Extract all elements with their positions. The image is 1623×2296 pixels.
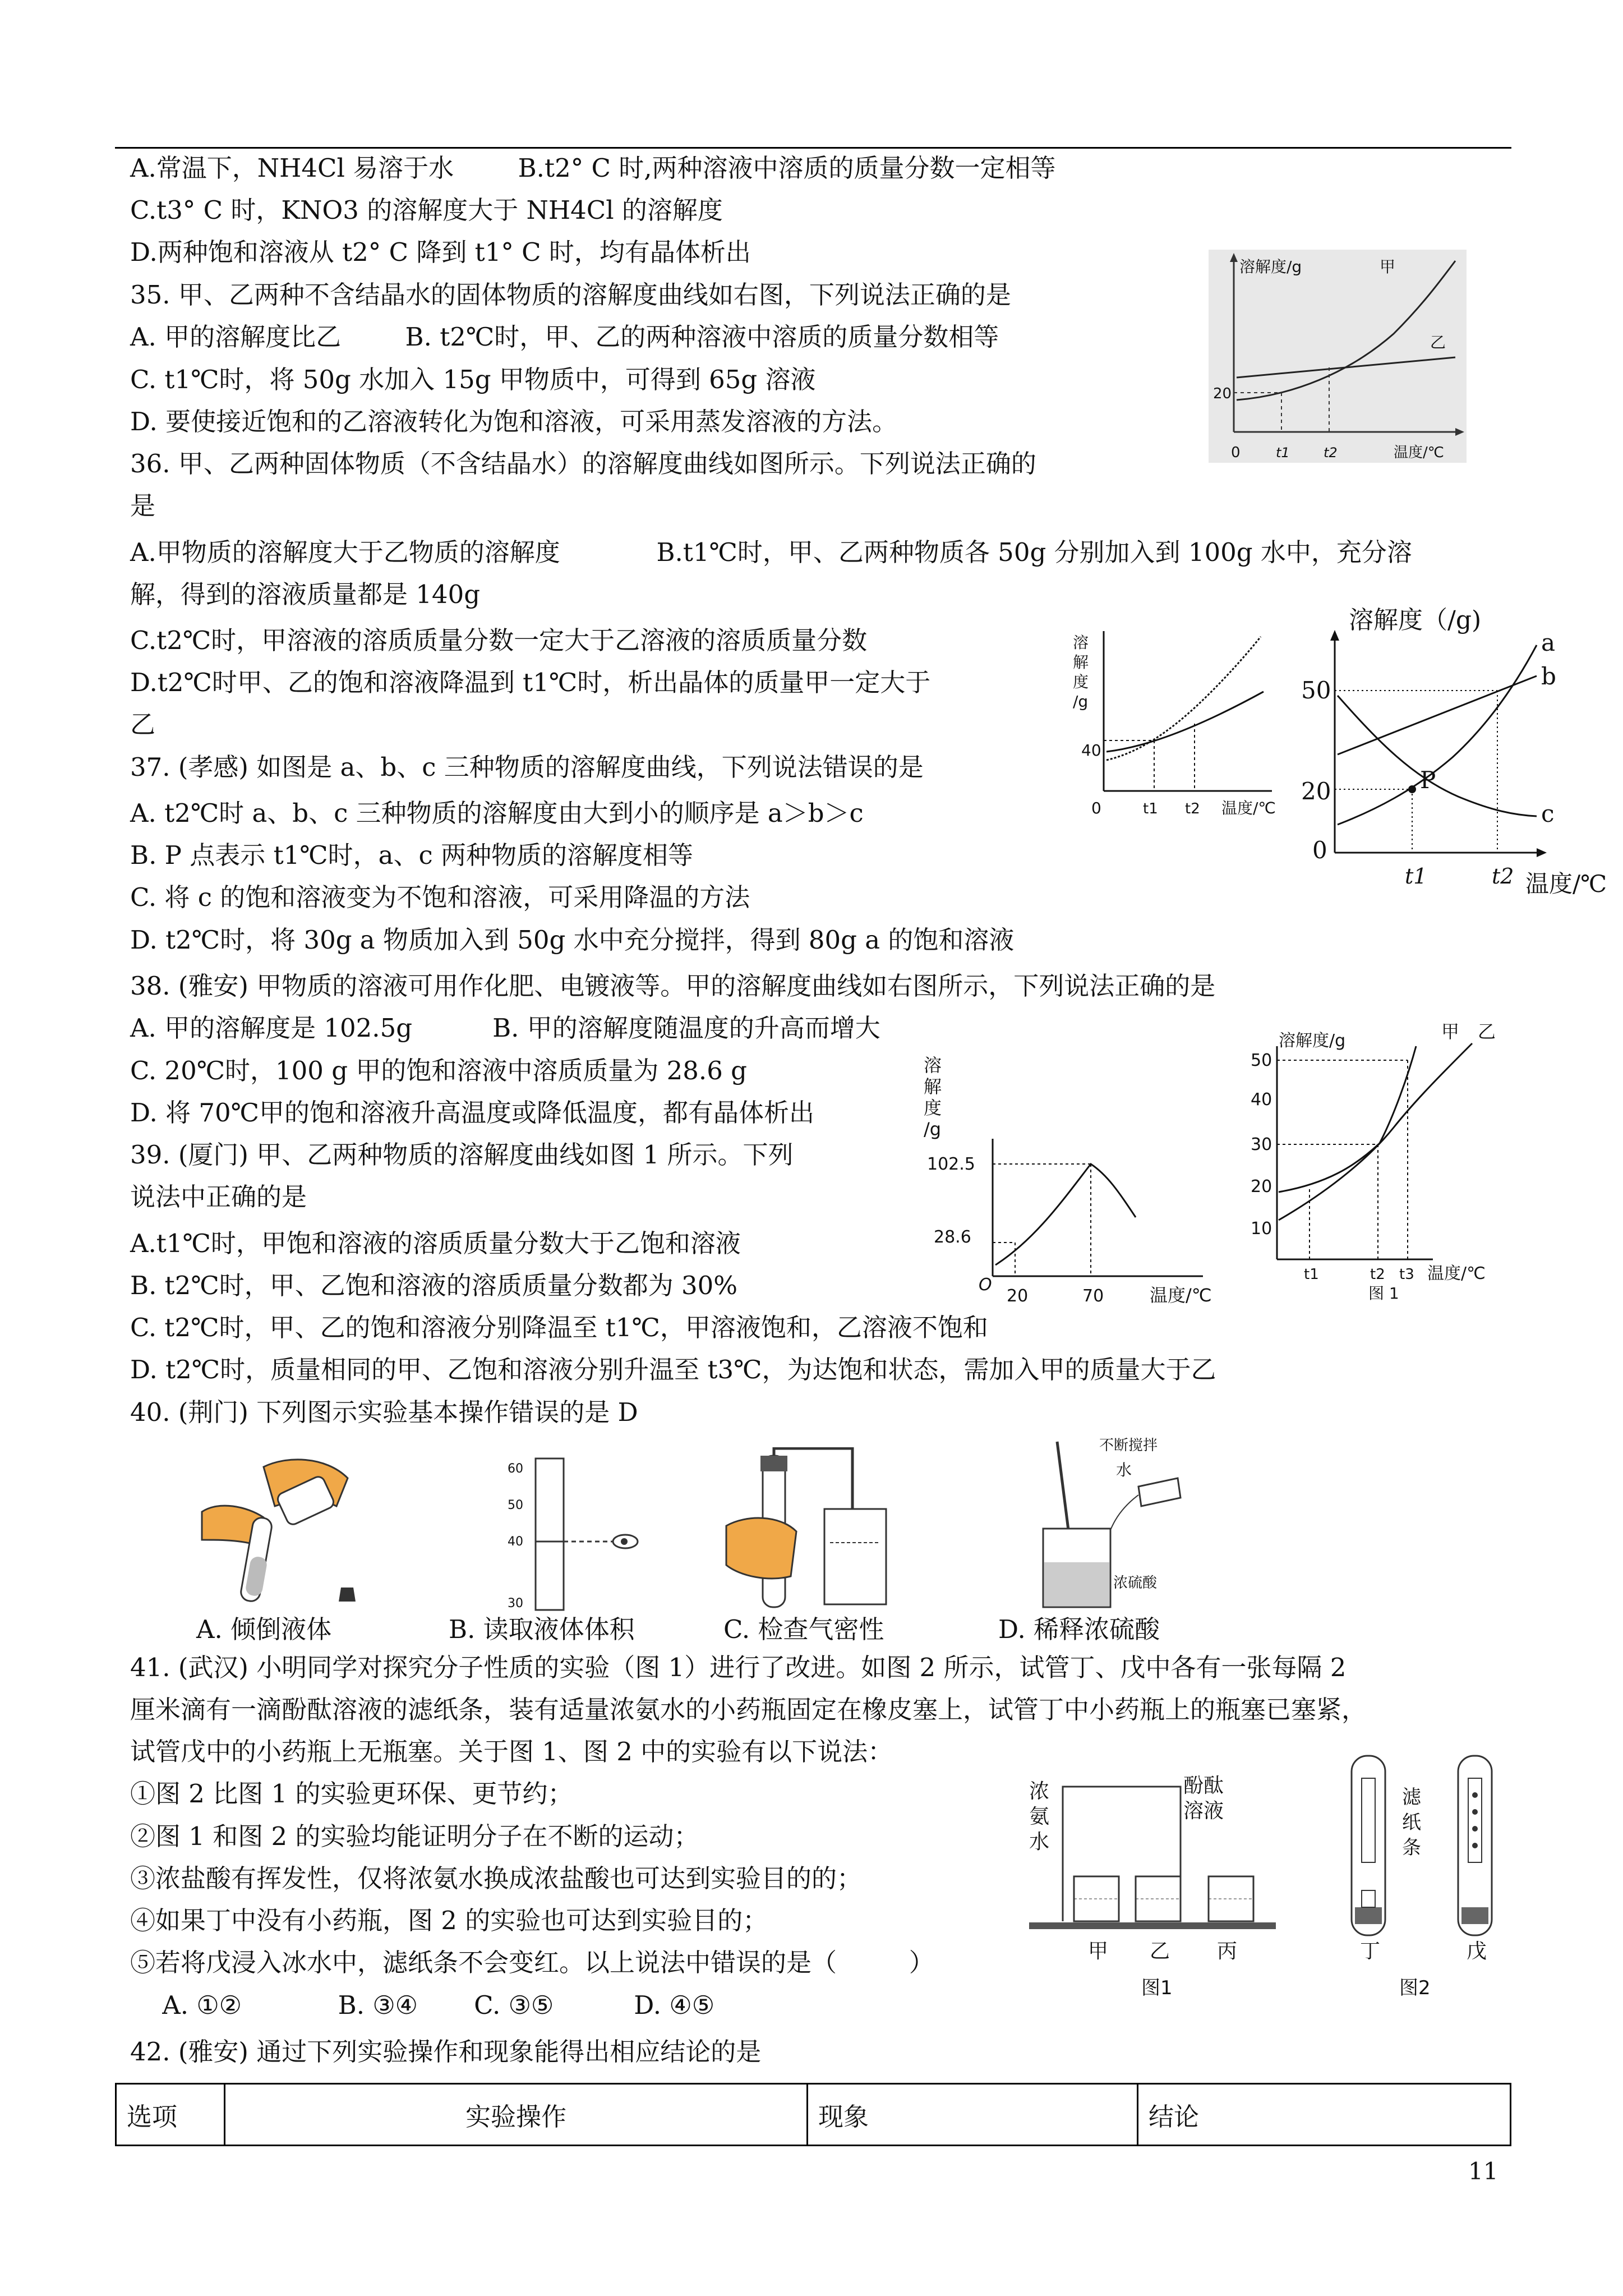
q39-caption: 图 1 <box>1368 1284 1399 1301</box>
q35-xtick-0: 0 <box>1231 444 1241 461</box>
q42-table <box>115 2083 1511 2146</box>
ammonia-label-3: 水 <box>1029 1830 1050 1853</box>
q40-caption-d: D. 稀释浓硫酸 <box>998 1614 1160 1644</box>
q36-xtick-t2: t2 <box>1185 800 1200 817</box>
q41-stem-cont2: 试管戊中的小药瓶上无瓶塞。关于图 1、图 2 中的实验有以下说法： <box>130 1737 893 1766</box>
q42-stem: 42. (雅安) 通过下列实验操作和现象能得出相应结论的是 <box>130 2037 762 2067</box>
q39-curve-yi <box>1279 1043 1472 1220</box>
header-rule <box>115 147 1511 149</box>
q37-option-b: B. P 点表示 t1℃时，a、c 两种物质的溶解度相等 <box>130 840 693 870</box>
q37-label-a: a <box>1541 629 1556 656</box>
q39-xlabel: 温度/℃ <box>1427 1264 1486 1283</box>
q36-stem: 36. 甲、乙两种固体物质（不含结晶水）的溶解度曲线如图所示。下列说法正确的 <box>130 449 1036 478</box>
cylinder-tick-50: 50 <box>508 1498 523 1512</box>
q36-ylabel-4: /g <box>1073 692 1089 711</box>
q40-caption-b: B. 读取液体体积 <box>449 1614 635 1644</box>
q37-ylabel: 溶解度（/g) <box>1349 606 1482 634</box>
cylinder-tick-60: 60 <box>508 1462 523 1476</box>
q35-ylabel: 溶解度/g <box>1239 257 1302 276</box>
q35-ytick: 20 <box>1213 385 1232 402</box>
q38-ylabel-2: 解 <box>924 1076 942 1097</box>
phenol-label-1: 酚酞 <box>1183 1774 1224 1797</box>
q37-point-p <box>1408 785 1416 793</box>
tube-ding-label: 丁 <box>1360 1940 1381 1963</box>
paper-label-3: 条 <box>1402 1837 1421 1859</box>
q39-ytick-10: 10 <box>1251 1219 1272 1239</box>
q35-stem: 35. 甲、乙两种不含结晶水的固体物质的溶解度曲线如右图，下列说法正确的是 <box>130 280 1011 310</box>
q38-curve <box>995 1164 1136 1265</box>
q34-option-c: C.t3° C 时，KNO3 的溶解度大于 NH4Cl 的溶解度 <box>130 195 723 225</box>
q38-option-c: C. 20℃时，100 g 甲的饱和溶液中溶质质量为 28.6 g <box>130 1056 747 1085</box>
q39-ytick-30: 30 <box>1251 1135 1272 1154</box>
q40-caption-c: C. 检查气密性 <box>723 1614 884 1644</box>
beaker-yi-label: 乙 <box>1150 1940 1170 1963</box>
page-number: 11 <box>1468 2157 1498 2185</box>
q41-stem-cont1: 厘米滴有一滴酚酞溶液的滤纸条，装有适量浓氨水的小药瓶固定在橡皮塞上，试管丁中小药瓶上的瓶塞已塞紧， <box>130 1695 1367 1724</box>
q38-stem: 38. (雅安) 甲物质的溶液可用作化肥、电镀液等。甲的溶解度曲线如右图所示，下列说法正确的是 <box>130 971 1216 1001</box>
q39-ytick-20: 20 <box>1251 1177 1272 1197</box>
q38-option-ab: A. 甲的溶解度是 102.5g B. 甲的溶解度随温度的升高而增大 <box>130 1013 880 1043</box>
q37-xtick-t1: t1 <box>1405 864 1427 889</box>
q39-xtick-t3: t3 <box>1399 1266 1414 1283</box>
q41-options: A. ①② B. ③④ C. ③⑤ D. ④⑤ <box>130 1990 715 2020</box>
q39-ylabel: 溶解度/g <box>1279 1031 1346 1051</box>
q38-ylabel-1: 溶 <box>924 1055 942 1076</box>
q36-ytick-40: 40 <box>1081 741 1101 760</box>
q41-stem: 41. (武汉) 小明同学对探究分子性质的实验（图 1）进行了改进。如图 2 所示，试管丁、戊中各有一张每隔 2 <box>130 1653 1347 1682</box>
q35-option-d: D. 要使接近饱和的乙溶液转化为饱和溶液，可采用蒸发溶液的方法。 <box>130 407 898 436</box>
q37-point-label: P <box>1420 766 1436 794</box>
q39-ytick-40: 40 <box>1251 1090 1272 1110</box>
q37-option-d: D. t2℃时，将 30g a 物质加入到 50g 水中充分搅拌，得到 80g a 的饱和溶液 <box>130 925 1015 955</box>
ammonia-label-2: 氨 <box>1029 1805 1050 1828</box>
stir-label: 不断搅拌 <box>1099 1437 1158 1454</box>
q41-statement-1: ①图 2 比图 1 的实验更环保、更节约； <box>130 1779 573 1809</box>
q36-ylabel-2: 解 <box>1073 653 1089 671</box>
table-header-operation: 实验操作 <box>225 2084 808 2146</box>
q39-solubility-chart <box>1248 1021 1539 1301</box>
q38-option-d: D. 将 70℃甲的饱和溶液升高温度或降低温度，都有晶体析出 <box>130 1098 814 1128</box>
q41-figure-1 <box>1018 1764 1332 2011</box>
q38-ylabel-3: 度 <box>924 1097 942 1119</box>
q41-statement-2: ②图 1 和图 2 的实验均能证明分子在不断的运动； <box>130 1821 699 1851</box>
q37-stem: 37. (孝感) 如图是 a、b、c 三种物质的溶解度曲线，下列说法错误的是 <box>130 752 924 782</box>
q37-label-c: c <box>1541 800 1555 827</box>
q36-xtick-0: 0 <box>1091 799 1101 817</box>
q37-ytick-50: 50 <box>1301 677 1331 704</box>
q39-label-yi: 乙 <box>1478 1021 1496 1042</box>
q35-label-jia: 甲 <box>1380 257 1396 276</box>
q39-option-c: C. t2℃时，甲、乙的饱和溶液分别降温至 t1℃，甲溶液饱和，乙溶液不饱和 <box>130 1313 988 1342</box>
q39-option-a: A.t1℃时，甲饱和溶液的溶质质量分数大于乙饱和溶液 <box>130 1228 741 1258</box>
graduated-cylinder-illustration <box>505 1453 645 1616</box>
q39-stem: 39. (厦门) 甲、乙两种物质的溶解度曲线如图 1 所示。下列 <box>130 1140 794 1170</box>
ammonia-label-1: 浓 <box>1029 1780 1050 1803</box>
q36-option-c: C.t2℃时，甲溶液的溶质质量分数一定大于乙溶液的溶质质量分数 <box>130 625 868 655</box>
q37-label-b: b <box>1541 662 1556 690</box>
q38-ytick-28: 28.6 <box>934 1227 971 1247</box>
q35-label-yi: 乙 <box>1430 333 1446 352</box>
q38-solubility-chart <box>923 1055 1242 1313</box>
pour-liquid-illustration <box>196 1444 381 1613</box>
q38-xtick-20: 20 <box>1007 1286 1029 1306</box>
q36-curve-b <box>1106 692 1264 752</box>
airtightness-check-illustration <box>723 1447 937 1616</box>
fig41-caption-2: 图2 <box>1399 1977 1431 1999</box>
q38-origin: O <box>979 1275 992 1295</box>
q39-xtick-t2: t2 <box>1370 1266 1385 1283</box>
q37-curve-b <box>1338 676 1537 754</box>
q39-stem-cont: 说法中正确的是 <box>130 1182 307 1212</box>
q37-xlabel: 温度/℃ <box>1525 870 1607 895</box>
q37-ytick-0: 0 <box>1312 836 1327 864</box>
q39-option-d: D. t2℃时，质量相同的甲、乙饱和溶液分别升温至 t3℃，为达饱和状态，需加入甲的质量大于乙 <box>130 1355 1216 1384</box>
q37-xtick-t2: t2 <box>1492 864 1514 889</box>
table-header-conclusion: 结论 <box>1138 2084 1511 2146</box>
q36-xtick-t1: t1 <box>1143 800 1158 817</box>
cylinder-tick-40: 40 <box>508 1535 523 1549</box>
q36-option-ab: A.甲物质的溶解度大于乙物质的溶解度 B.t1℃时，甲、乙两种物质各 50g 分别加入到 100g 水中，充分溶 <box>130 537 1412 567</box>
q41-statement-5: ⑤若将戊浸入冰水中，滤纸条不会变红。以上说法中错误的是（ ） <box>130 1948 934 1977</box>
q39-option-b: B. t2℃时，甲、乙饱和溶液的溶质质量分数都为 30% <box>130 1271 738 1300</box>
q36-ylabel-1: 溶 <box>1073 633 1089 652</box>
fig41-caption-1: 图1 <box>1141 1977 1173 1999</box>
acid-label: 浓硫酸 <box>1113 1575 1158 1591</box>
q41-figure-2 <box>1335 1750 1520 2014</box>
q36-solubility-chart <box>1070 625 1294 825</box>
q37-curve-c <box>1338 696 1537 816</box>
q36-option-d: D.t2℃时甲、乙的饱和溶液降温到 t1℃时，析出晶体的质量甲一定大于 <box>130 668 931 697</box>
q36-ylabel-3: 度 <box>1073 673 1089 691</box>
q36-option-d-cont: 乙 <box>130 710 156 739</box>
q35-xtick-t2: t2 <box>1324 445 1338 461</box>
q41-statement-3: ③浓盐酸有挥发性，仅将浓氨水换成浓盐酸也可达到实验目的的； <box>130 1864 863 1893</box>
q40-caption-a: A. 倾倒液体 <box>196 1614 332 1644</box>
q36-option-b-cont: 解，得到的溶液质量都是 140g <box>130 579 481 609</box>
q38-xlabel: 温度/℃ <box>1150 1285 1212 1306</box>
q38-ylabel-4: /g <box>924 1119 942 1140</box>
cylinder-tick-30: 30 <box>508 1596 523 1611</box>
q39-label-jia: 甲 <box>1441 1021 1460 1042</box>
q36-curve-a <box>1106 637 1261 760</box>
q39-ytick-50: 50 <box>1251 1051 1272 1070</box>
phenol-label-2: 溶液 <box>1183 1800 1224 1823</box>
q39-xtick-t1: t1 <box>1304 1266 1319 1283</box>
q35-xtick-t1: t1 <box>1276 445 1290 461</box>
paper-label-2: 纸 <box>1402 1811 1421 1834</box>
dilute-acid-illustration <box>1032 1433 1183 1618</box>
beaker-jia-label: 甲 <box>1088 1940 1109 1963</box>
q36-stem-cont: 是 <box>130 491 156 521</box>
q34-option-ab: A.常温下，NH4Cl 易溶于水 B.t2° C 时,两种溶液中溶质的质量分数一定相等 <box>130 153 1056 183</box>
table-header-option: 选项 <box>116 2084 225 2146</box>
q35-xlabel: 温度/℃ <box>1394 444 1444 461</box>
q35-solubility-chart <box>1209 250 1467 463</box>
q35-option-ab: A. 甲的溶解度比乙 B. t2℃时，甲、乙的两种溶液中溶质的质量分数相等 <box>130 322 999 352</box>
water-label: 水 <box>1116 1461 1132 1479</box>
q34-option-d: D.两种饱和溶液从 t2° C 降到 t1° C 时，均有晶体析出 <box>130 237 751 267</box>
tube-wu-label: 戊 <box>1467 1940 1487 1963</box>
paper-label-1: 滤 <box>1402 1786 1421 1809</box>
q39-curve-jia <box>1279 1046 1416 1192</box>
beaker-bing-label: 丙 <box>1217 1940 1238 1963</box>
q41-statement-4: ④如果丁中没有小药瓶，图 2 的实验也可达到实验目的； <box>130 1906 768 1935</box>
q37-solubility-chart <box>1290 597 1621 895</box>
table-header-phenomenon: 现象 <box>808 2084 1138 2146</box>
q40-stem: 40. (荆门) 下列图示实验基本操作错误的是 D <box>130 1397 638 1427</box>
q37-ytick-20: 20 <box>1301 777 1331 805</box>
q35-option-c: C. t1℃时，将 50g 水加入 15g 甲物质中，可得到 65g 溶液 <box>130 365 816 394</box>
q38-xtick-70: 70 <box>1082 1286 1104 1306</box>
q37-curve-a <box>1338 645 1537 825</box>
q38-ytick-102: 102.5 <box>927 1154 975 1174</box>
q37-option-c: C. 将 c 的饱和溶液变为不饱和溶液，可采用降温的方法 <box>130 882 750 912</box>
q37-option-a: A. t2℃时 a、b、c 三种物质的溶解度由大到小的顺序是 a＞b＞c <box>130 798 864 828</box>
q36-xlabel: 温度/℃ <box>1221 799 1276 817</box>
